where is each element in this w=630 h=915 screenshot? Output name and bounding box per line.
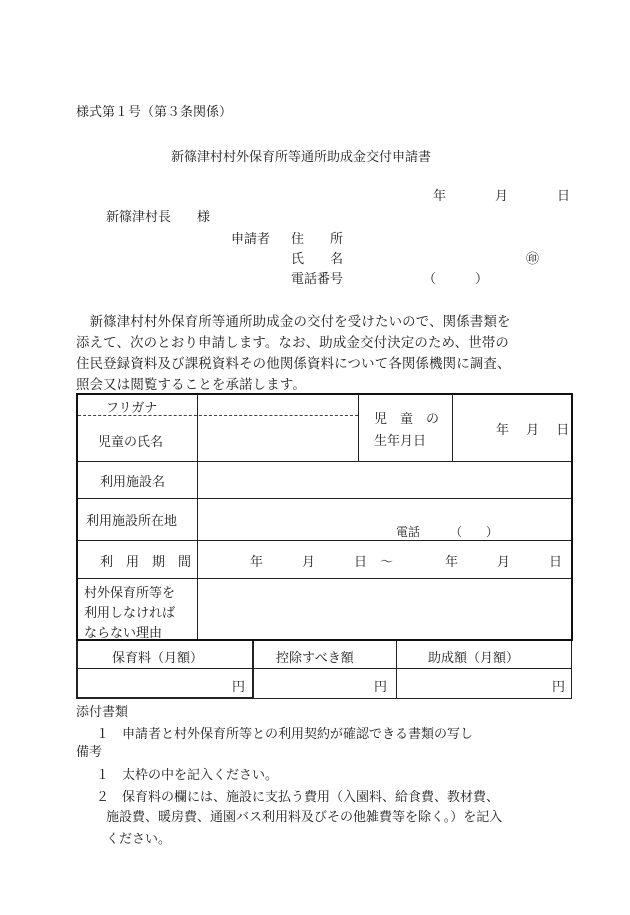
yen-label: 円: [552, 680, 566, 695]
yen-label: 円: [232, 680, 246, 695]
grid-line: [76, 697, 254, 699]
remark-item-2-line-3: ください。: [106, 832, 172, 847]
name-label: 氏 名: [291, 252, 344, 267]
reason-label-2: 利用しなければ: [84, 606, 176, 621]
application-table: [76, 393, 573, 641]
body-line-2: 添えて、次のとおり申請します。なお、助成金交付決定のため、世帯の: [76, 336, 510, 351]
remark-item-1: １ 太枠の中を記入ください。: [96, 768, 279, 783]
birth-date-value: 年 月 日: [496, 423, 570, 438]
applicant-label: 申請者: [231, 232, 271, 247]
fee-table: [76, 641, 573, 699]
child-name-label: 児童の氏名: [98, 435, 164, 450]
grid-line: [197, 395, 198, 639]
facility-phone: 電話 （ ）: [396, 525, 499, 539]
date-day: 日: [557, 189, 571, 204]
grid-line: [396, 641, 397, 699]
attachments-heading: 添付書類: [76, 705, 129, 720]
grid-line: [78, 498, 571, 499]
yen-label: 円: [374, 680, 388, 695]
grid-line: [358, 395, 359, 461]
page-title: 新篠津村村外保育所等通所助成金交付申請書: [171, 150, 432, 165]
grid-line: [452, 395, 453, 461]
birth-label-2: 生年月日: [374, 434, 427, 449]
phone-label: 電話番号: [291, 272, 344, 287]
body-line-4: 照会又は閲覧することを承諾します。: [76, 378, 306, 393]
fee-header-deduction: 控除すべき額: [276, 651, 354, 666]
birth-label-1: 児 童 の: [374, 412, 440, 427]
grid-line: [252, 641, 254, 699]
fee-header-subsidy: 助成額（月額）: [428, 651, 520, 666]
reason-label-1: 村外保育所等を: [84, 586, 176, 601]
phone-parens: （ ）: [423, 272, 489, 287]
remarks-heading: 備考: [76, 745, 103, 760]
facility-address-label: 利用施設所在地: [86, 514, 178, 529]
furigana-label: フリガナ: [106, 401, 158, 416]
seal-mark: ㊞: [526, 252, 540, 267]
date-month: 月: [495, 189, 509, 204]
remark-item-2-line-2: 施設費、暖房費、通園バス利用料及びその他雑費等を除く。）を記入: [106, 810, 503, 825]
form-id: 様式第１号（第３条関係）: [76, 105, 233, 120]
fee-header-childcare: 保育料（月額）: [112, 651, 204, 666]
grid-line: [78, 540, 571, 541]
addressee: 新篠津村長 様: [106, 210, 211, 225]
period-value: 年 月 日 〜 年 月 日: [250, 555, 563, 570]
reason-label-3: ならない理由: [84, 626, 163, 641]
grid-line: [76, 668, 572, 669]
remark-item-2-line-1: ２ 保育料の欄には、施設に支払う費用（入園料、給食費、教材費、: [96, 790, 500, 805]
grid-line: [78, 461, 571, 462]
grid-line: [78, 578, 571, 579]
body-line-1: 新篠津村村外保育所等通所助成金の交付を受けたいので、関係書類を: [76, 315, 511, 330]
grid-line: [254, 698, 572, 699]
address-label: 住 所: [291, 232, 344, 247]
facility-name-label: 利用施設名: [100, 475, 166, 490]
date-year: 年: [433, 189, 447, 204]
grid-line: [76, 641, 78, 699]
body-line-3: 住民登録資料及び課税資料その他関係資料について各関係機関に調査、: [76, 357, 511, 372]
grid-line: [571, 641, 572, 699]
period-label: 利 用 期 間: [100, 555, 192, 570]
attachment-item-1: １ 申請者と村外保育所等との利用契約が確認できる書類の写し: [96, 727, 474, 742]
